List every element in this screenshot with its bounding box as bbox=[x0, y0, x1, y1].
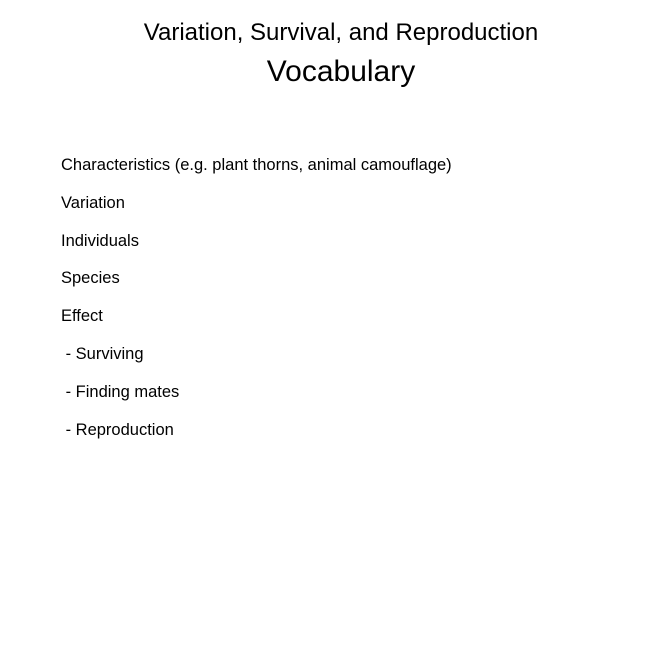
vocab-item-effect: Effect bbox=[61, 307, 103, 326]
vocab-item-individuals: Individuals bbox=[61, 231, 139, 250]
vocab-subitem-surviving: - Surviving bbox=[61, 344, 144, 363]
vocab-item-variation: Variation bbox=[61, 193, 125, 212]
vocab-subitem-finding-mates: - Finding mates bbox=[61, 382, 180, 401]
vocab-item-characteristics: Characteristics (e.g. plant thorns, animal camouflage) bbox=[61, 156, 452, 174]
vocab-item-species: Species bbox=[61, 269, 120, 288]
page-title: Vocabulary bbox=[266, 55, 416, 88]
page-subtitle: Variation, Survival, and Reproduction bbox=[143, 19, 539, 46]
vocabulary-list bbox=[61, 154, 452, 456]
vocab-subitem-reproduction: - Reproduction bbox=[61, 420, 174, 439]
